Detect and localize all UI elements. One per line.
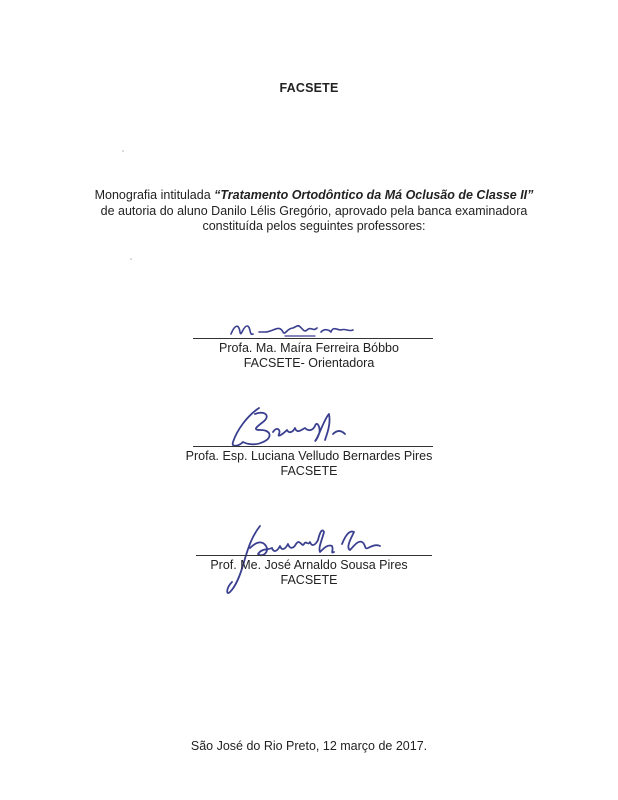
approval-statement [90,188,538,235]
signature-line-1 [193,338,433,339]
member-name: Profa. Esp. Luciana Velludo Bernardes Pires [185,449,433,463]
scan-speck [130,258,132,260]
member-affiliation: FACSETE [280,464,338,478]
member-name: Profa. Ma. Maíra Ferreira Bóbbo [219,341,399,355]
scan-speck [122,150,124,152]
place-and-date: São José do Rio Preto, 12 março de 2017. [190,739,428,753]
member-affiliation: FACSETE [280,573,338,587]
signature-line-2 [193,446,433,447]
statement-suffix: de autoria do aluno Danilo Lélis Gregório, aprovado pela banca examinadora constituída pelos seguintes professores: [100,203,528,233]
member-name: Prof. Me. José Arnaldo Sousa Pires [210,558,408,572]
signature-2 [225,400,375,456]
monograph-title: “Tratamento Ortodôntico da Má Oclusão de Classe II” [214,188,534,202]
signature-line-3 [196,555,432,556]
statement-prefix: Monografia intitulada [94,188,215,202]
institution-header: FACSETE [279,81,339,95]
member-affiliation: FACSETE- Orientadora [243,356,375,370]
